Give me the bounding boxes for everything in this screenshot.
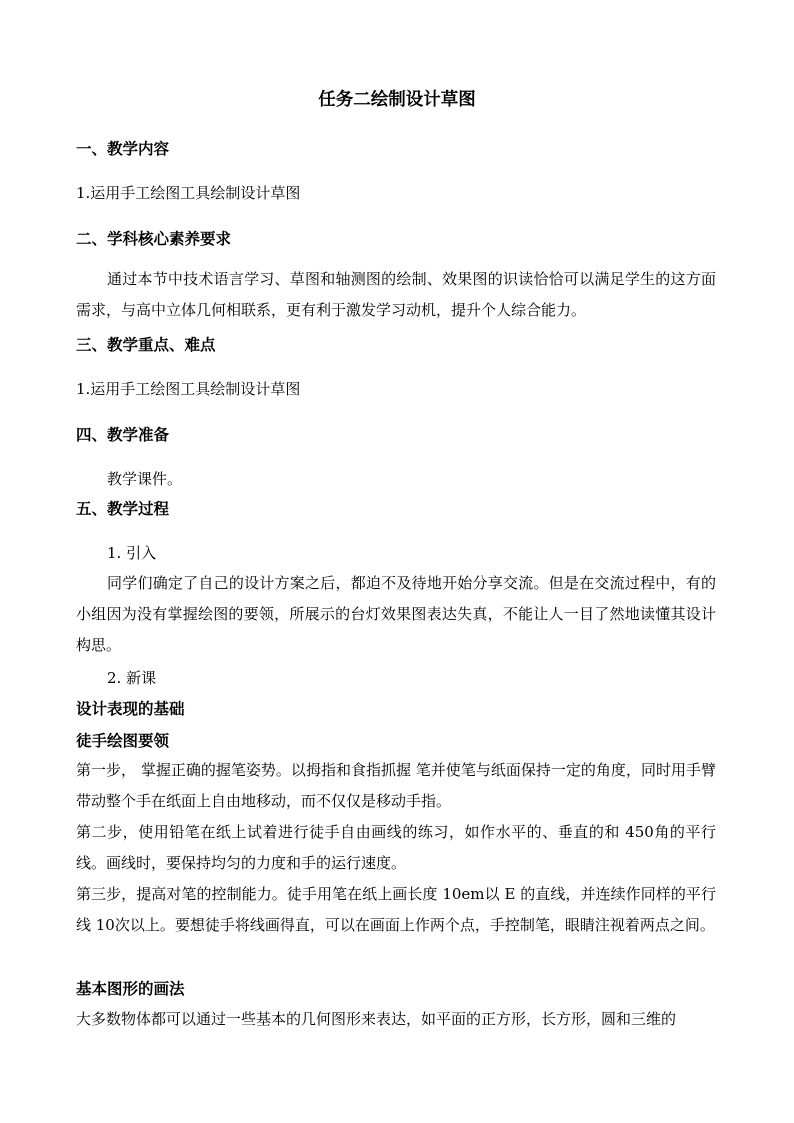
preparation-text: 教学课件。 (107, 470, 183, 488)
document-title: 任务二绘制设计草图 (318, 90, 476, 110)
freehand-step-one: 第一步， 掌握正确的握笔姿势。以拇指和食指抓握 笔并使笔与纸面保持一定的角度，同时用手臂带动整个手在纸面上自由地移动，而不仅仅是移动手指。 (76, 761, 716, 810)
section-heading-preparation: 四、教学准备 (76, 425, 170, 444)
sub-heading-basis: 设计表现的基础 (76, 699, 185, 718)
section-heading-process: 五、教学过程 (76, 499, 170, 518)
intro-paragraph: 同学们确定了自己的设计方案之后，都迫不及待地开始分享交流。但是在交流过程中，有的小组因为没有掌握绘图的要领，所展示的台灯效果图表达失真，不能让人一目了然地读懂其设计构思。 (76, 574, 716, 654)
step-intro-label: 1. 引入 (107, 544, 157, 562)
step-new-lesson-label: 2. 新课 (107, 669, 157, 687)
section-heading-teaching-content: 一、教学内容 (76, 139, 170, 158)
key-points-item: 1.运用手工绘图工具绘制设计草图 (76, 380, 301, 398)
sub-heading-basic-shapes: 基本图形的画法 (76, 979, 185, 998)
basic-shapes-paragraph: 大多数物体都可以通过一些基本的几何图形来表达，如平面的正方形，长方形，圆和三维的 (76, 1010, 677, 1028)
section-heading-key-points: 三、教学重点、难点 (76, 335, 216, 354)
section-heading-core-literacy: 二、学科核心素养要求 (76, 229, 232, 248)
freehand-step-two: 第二步，使用铅笔在纸上试着进行徒手自由画线的练习，如作水平的、垂直的和 450角的平行线。画线时，要保持均匀的力度和手的运行速度。 (76, 823, 716, 872)
freehand-step-three: 第三步，提高对笔的控制能力。徒手用笔在纸上画长度 10em以 E 的直线，并连续作同样的平行线 10次以上。要想徒手将线画得直，可以在画面上作两个点，手控制笔，眼睛注视着两点之间。 (76, 885, 716, 934)
teaching-content-item: 1.运用手工绘图工具绘制设计草图 (76, 184, 301, 202)
core-literacy-paragraph: 通过本节中技术语言学习、草图和轴测图的绘制、效果图的识读恰恰可以满足学生的这方面需求，与高中立体几何相联系，更有利于激发学习动机，提升个人综合能力。 (76, 270, 716, 319)
sub-heading-freehand: 徒手绘图要领 (76, 731, 170, 750)
